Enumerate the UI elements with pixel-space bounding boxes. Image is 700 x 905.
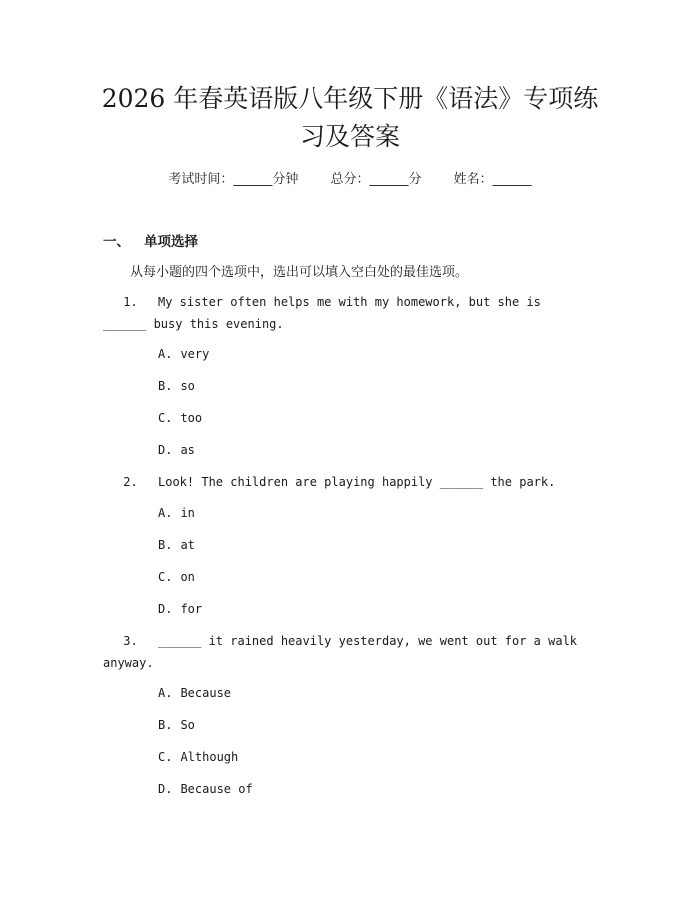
section-heading xyxy=(103,230,198,250)
option-text: too xyxy=(180,411,203,425)
question-text: Look! The children are playing happily ______ the park. xyxy=(158,475,556,489)
option-2a[interactable] xyxy=(158,503,195,523)
option-text: Because xyxy=(180,686,232,700)
option-letter: D. xyxy=(158,602,173,616)
page-title: 2026 年春英语版八年级下册《语法》专项练习及答案 xyxy=(101,84,599,151)
option-3c[interactable] xyxy=(158,747,238,767)
option-letter: A. xyxy=(158,506,173,520)
option-text: Although xyxy=(180,750,239,764)
option-letter: B. xyxy=(158,718,173,732)
question-text: My sister often helps me with my homework, but she is ______ busy this evening. xyxy=(103,295,541,331)
option-letter: A. xyxy=(158,347,173,361)
option-1b[interactable] xyxy=(158,376,195,396)
option-letter: A. xyxy=(158,686,173,700)
option-2b[interactable] xyxy=(158,535,195,555)
total-score: 总分：______分 xyxy=(330,172,422,187)
question-number: 1. xyxy=(123,295,138,309)
option-letter: C. xyxy=(158,570,173,584)
student-name: 姓名：______ xyxy=(453,172,532,187)
option-1a[interactable] xyxy=(158,344,209,364)
option-2d[interactable] xyxy=(158,599,202,619)
option-letter: B. xyxy=(158,538,173,552)
option-letter: C. xyxy=(158,750,173,764)
option-text: for xyxy=(180,602,203,616)
option-letter: C. xyxy=(158,411,173,425)
option-3b[interactable] xyxy=(158,715,195,735)
question-3 xyxy=(103,630,583,674)
option-3d[interactable] xyxy=(158,779,253,799)
question-2 xyxy=(103,471,583,493)
option-3a[interactable] xyxy=(158,683,231,703)
option-letter: D. xyxy=(158,782,173,796)
section-number: 一、 xyxy=(103,234,130,250)
option-text: Because of xyxy=(180,782,253,796)
question-text: ______ it rained heavily yesterday, we went out for a walk anyway. xyxy=(103,634,578,670)
option-text: on xyxy=(180,570,195,584)
option-letter: D. xyxy=(158,443,173,457)
option-text: in xyxy=(180,506,195,520)
option-text: at xyxy=(180,538,195,552)
option-1d[interactable] xyxy=(158,440,195,460)
question-number: 3. xyxy=(123,634,138,648)
option-letter: B. xyxy=(158,379,173,393)
option-text: So xyxy=(180,718,195,732)
instructions: 从每小题的四个选项中，选出可以填入空白处的最佳选项。 xyxy=(130,265,469,280)
question-1 xyxy=(103,291,583,335)
exam-meta xyxy=(0,168,700,187)
section-title: 单项选择 xyxy=(144,234,198,250)
option-text: so xyxy=(180,379,195,393)
option-text: as xyxy=(180,443,195,457)
option-2c[interactable] xyxy=(158,567,195,587)
exam-time: 考试时间：______分钟 xyxy=(168,172,299,187)
question-number: 2. xyxy=(123,475,138,489)
option-1c[interactable] xyxy=(158,408,202,428)
option-text: very xyxy=(180,347,210,361)
